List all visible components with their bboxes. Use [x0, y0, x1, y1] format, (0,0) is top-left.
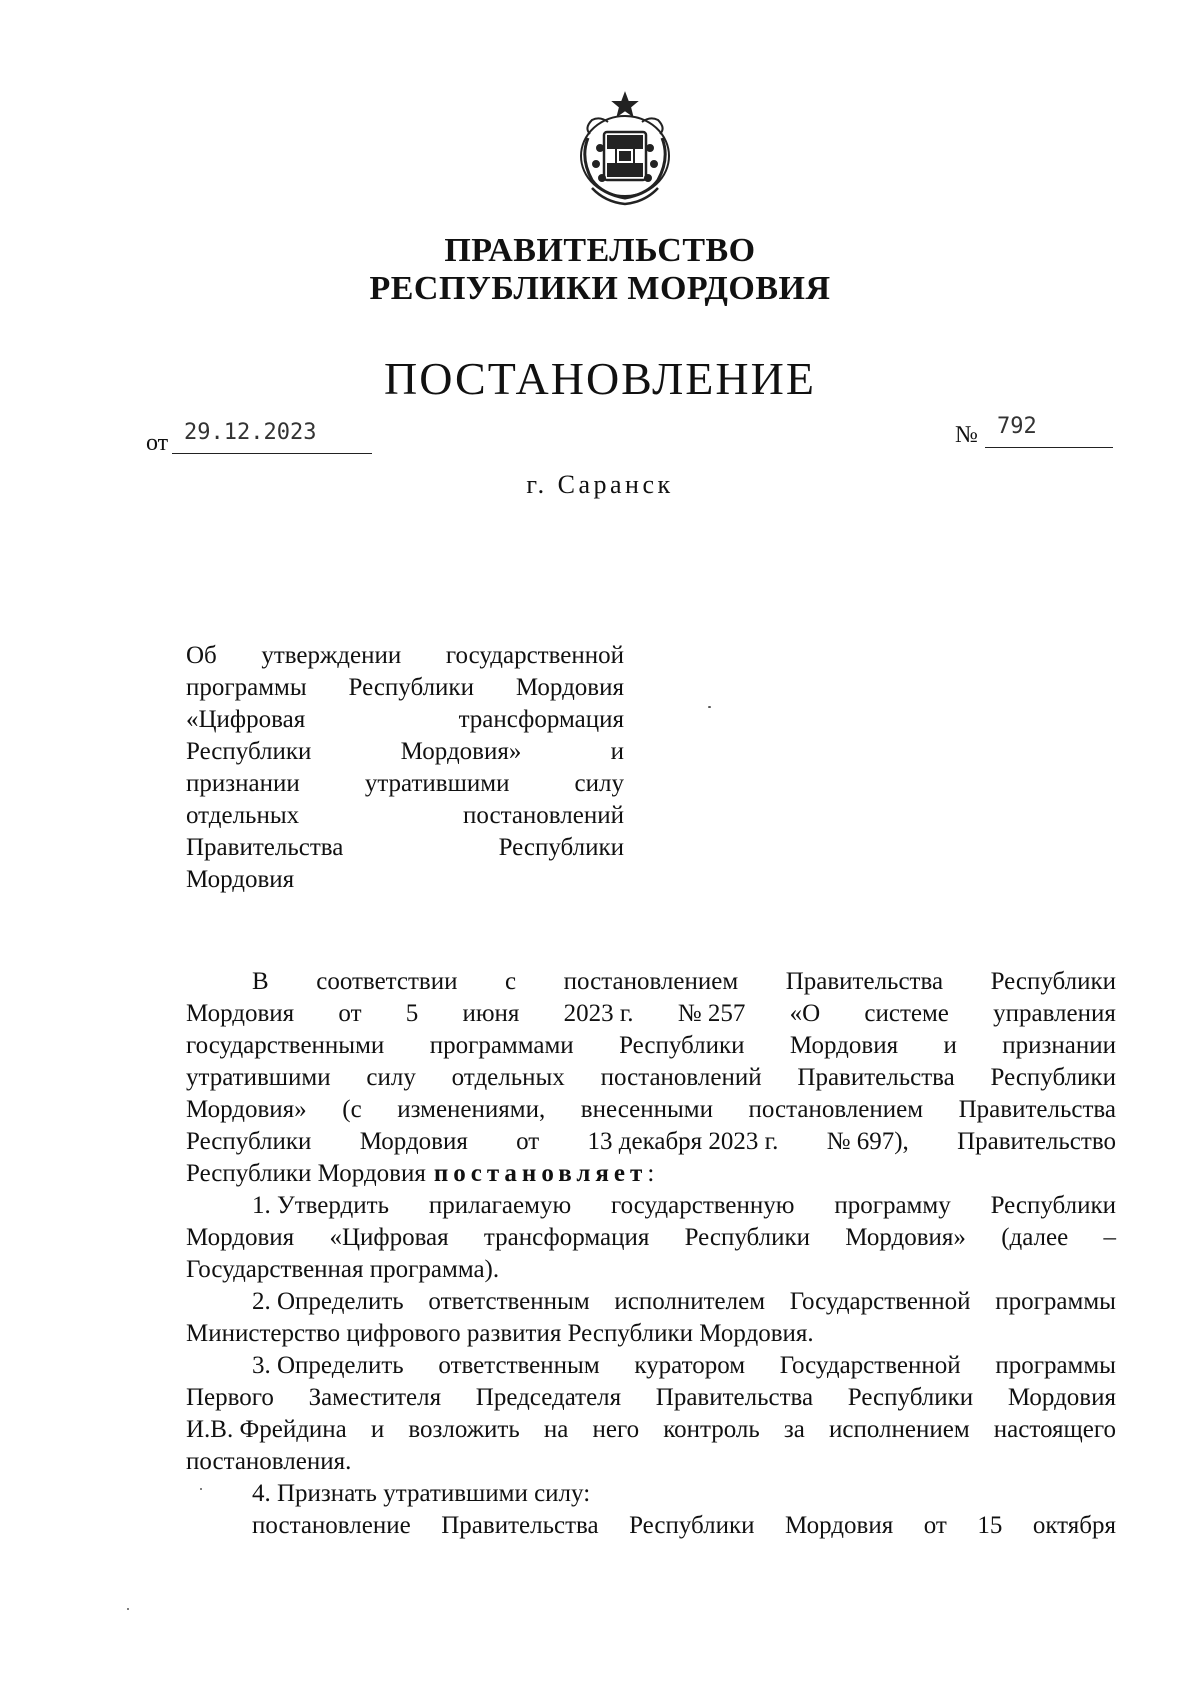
body-word: признании [1002, 1032, 1116, 1059]
body-word: Правительства [785, 968, 944, 995]
body-word: Республики [990, 1192, 1116, 1219]
date-label: от [146, 430, 169, 456]
body-word: управления [993, 1000, 1116, 1027]
body-word: ответственным [438, 1352, 600, 1379]
body-word: Мордовия [186, 1000, 295, 1027]
body-word: Мордовия [359, 1128, 468, 1155]
body-word: программу [834, 1192, 951, 1219]
subject-line [186, 672, 624, 704]
body-word: Государственной [789, 1288, 971, 1315]
body-word: Мордовия [785, 1512, 894, 1539]
body-text-span: Государственная программа). [186, 1256, 500, 1283]
body-word: (далее [1001, 1224, 1069, 1251]
subject-line [186, 768, 624, 800]
body-text-span: Республики Мордовия [186, 1160, 426, 1187]
body-word: Правительство [957, 1128, 1116, 1155]
body-word: государственную [610, 1192, 795, 1219]
body-word: В [252, 968, 269, 995]
subject-word: Республики [186, 738, 312, 765]
body-word: Мордовия [1007, 1384, 1116, 1411]
body-word: исполнением [829, 1416, 970, 1443]
body-text-span: Министерство цифрового развития Республики Мордовия. [186, 1320, 814, 1347]
body-word: утратившими [186, 1064, 331, 1091]
body-word: Республики [684, 1224, 810, 1251]
body-word: (с [342, 1096, 362, 1123]
body-line [186, 1414, 1116, 1446]
scan-speck [708, 706, 711, 708]
body-word: от [338, 1000, 362, 1027]
body-word: Правительства [655, 1384, 814, 1411]
body-word: 2. Определить [252, 1288, 404, 1315]
body-word: соответствии [316, 968, 458, 995]
body-word: на [543, 1416, 569, 1443]
subject-word: признании [186, 770, 300, 797]
body-line [186, 1382, 1116, 1414]
body-word: и [943, 1032, 957, 1059]
body-word: программы [995, 1288, 1116, 1315]
body-word: Мордовия [186, 1224, 295, 1251]
body-word: 5 [405, 1000, 419, 1027]
body-word: Мордовия [789, 1032, 899, 1059]
subject-word: Мордовия [515, 674, 624, 701]
body-line [186, 1062, 1116, 1094]
body-text-span: 4. Признать утратившими силу: [252, 1480, 591, 1507]
body-word: с [505, 968, 517, 995]
body-word: системе [864, 1000, 949, 1027]
date-value: 29.12.2023 [172, 420, 372, 454]
body-word: Республики [186, 1128, 312, 1155]
org-name-line-2: РЕСПУБЛИКИ МОРДОВИЯ [369, 270, 831, 307]
body-line [186, 1350, 1116, 1382]
body-line [186, 1478, 1116, 1510]
body-line [186, 1190, 1116, 1222]
body-word: него [592, 1416, 640, 1443]
body-word: И.В. Фрейдина [186, 1416, 347, 1443]
subject-line [186, 704, 624, 736]
body-word: и [370, 1416, 385, 1443]
scan-speck [127, 1608, 129, 1610]
body-word: – [1103, 1224, 1116, 1251]
body-line [186, 1030, 1116, 1062]
body-word: Мордовия» [845, 1224, 966, 1251]
body-line [186, 1094, 1116, 1126]
body-line [186, 1510, 1116, 1542]
body-line [186, 1254, 1116, 1286]
body-word: трансформация [483, 1224, 650, 1251]
body-word: октября [1032, 1512, 1116, 1539]
subject-word: силу [574, 770, 624, 797]
subject-word: постановлений [463, 802, 624, 829]
org-name-line-1: ПРАВИТЕЛЬСТВО [444, 232, 756, 269]
subject-word: Мордовия [186, 866, 295, 893]
body-word: Правительства [958, 1096, 1116, 1123]
body-line [186, 1158, 1116, 1190]
scan-speck [200, 1488, 202, 1490]
body-word: программами [429, 1032, 574, 1059]
body-word: возложить [408, 1416, 520, 1443]
body-word: государственными [186, 1032, 385, 1059]
decree-verb: постановляет [433, 1160, 648, 1187]
body-word: № 257 [677, 1000, 746, 1027]
body-word: Мордовия» [186, 1096, 307, 1123]
body-word: Правительства [441, 1512, 599, 1539]
subject-line [186, 736, 624, 768]
subject-word: и [610, 738, 624, 765]
body-word: Республики [990, 968, 1116, 995]
subject-word: утратившими [364, 770, 510, 797]
body-word: от [923, 1512, 947, 1539]
body-word: программы [995, 1352, 1116, 1379]
subject-word: Об [186, 642, 217, 669]
body-word: июня [462, 1000, 520, 1027]
subject-word: утверждении [261, 642, 402, 669]
body-word: «Цифровая [329, 1224, 449, 1251]
subject-word: трансформация [458, 706, 624, 733]
body-word: Республики [619, 1032, 745, 1059]
subject-line [186, 640, 624, 672]
body-line [186, 1126, 1116, 1158]
city-name: г. Саранск [526, 470, 674, 499]
body-word: постановление [252, 1512, 411, 1539]
body-text-span: : [647, 1160, 655, 1187]
subject-word: Правительства [186, 834, 344, 861]
body-line [186, 1446, 1116, 1478]
body-word: настоящего [993, 1416, 1116, 1443]
subject-word: Республики [348, 674, 474, 701]
body-word: Государственной [779, 1352, 961, 1379]
coat-of-arms-icon [570, 88, 680, 206]
body-word: 13 декабря 2023 г. [587, 1128, 779, 1155]
body-word: Председателя [475, 1384, 622, 1411]
subject-line [186, 864, 624, 896]
subject-line [186, 832, 624, 864]
body-word: Заместителя [308, 1384, 442, 1411]
body-word: 2023 г. [563, 1000, 634, 1027]
body-word: внесенными [580, 1096, 713, 1123]
body-word: отдельных [451, 1064, 565, 1091]
subject-word: Республики [498, 834, 624, 861]
document-type-title: ПОСТАНОВЛЕНИЕ [384, 353, 816, 404]
body-word: «О [789, 1000, 821, 1027]
body-word: куратором [634, 1352, 746, 1379]
body-word: прилагаемую [428, 1192, 572, 1219]
body-word: 3. Определить [252, 1352, 404, 1379]
subject-line [186, 800, 624, 832]
number-label: № [955, 422, 978, 448]
number-value: 792 [985, 414, 1113, 448]
body-word: изменениями, [397, 1096, 546, 1123]
body-line [186, 998, 1116, 1030]
body-word: Республики [847, 1384, 974, 1411]
body-word: 15 [977, 1512, 1003, 1539]
body-line [186, 1318, 1116, 1350]
body-word: постановлений [600, 1064, 762, 1091]
document-body [186, 966, 1116, 1542]
body-word: Республики [990, 1064, 1116, 1091]
body-text-span: постановления. [186, 1448, 352, 1475]
document-subject [186, 640, 624, 896]
body-word: за [783, 1416, 805, 1443]
body-word: исполнителем [614, 1288, 766, 1315]
body-word: постановлением [563, 968, 739, 995]
body-word: от [516, 1128, 540, 1155]
body-word: № 697), [826, 1128, 909, 1155]
subject-word: отдельных [186, 802, 300, 829]
body-word: силу [366, 1064, 416, 1091]
subject-word: программы [186, 674, 307, 701]
body-line [186, 1222, 1116, 1254]
body-word: Республики [629, 1512, 755, 1539]
body-word: постановлением [748, 1096, 924, 1123]
body-word: контроль [663, 1416, 760, 1443]
body-word: 1. Утвердить [252, 1192, 389, 1219]
body-word: Правительства [797, 1064, 955, 1091]
subject-word: Мордовия» [400, 738, 522, 765]
subject-word: «Цифровая [186, 706, 306, 733]
body-word: Первого [186, 1384, 274, 1411]
body-line [186, 1286, 1116, 1318]
body-word: ответственным [428, 1288, 590, 1315]
subject-word: государственной [445, 642, 624, 669]
body-line [186, 966, 1116, 998]
